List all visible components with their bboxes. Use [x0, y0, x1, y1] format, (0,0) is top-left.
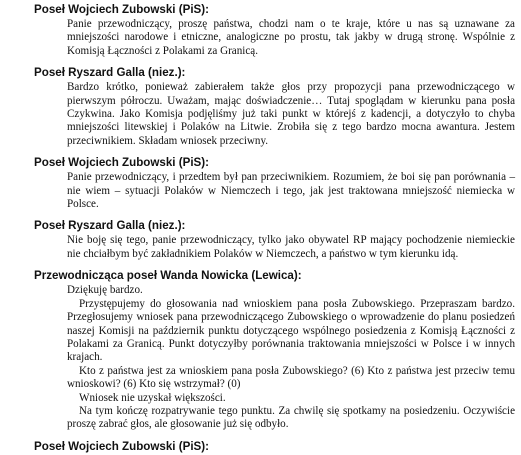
speech-paragraph: Dziękuję bardzo.: [67, 284, 143, 297]
speech-paragraph: Wniosek nie uzyskał większości.: [79, 391, 226, 404]
speech-paragraph: Przystępujemy do głosowania nad wnioskiem pana posła Zubowskiego. Przepraszam bardzo. Przegłosujemy wniosek pana przewodniczącego Zubowskiego o wprowadzenie do planu posiedzeń naszej Komisji na październik punktu dotyczącego wspólnego posiedzenia z Komisją Łączności z Polakami za Granicą. Punkt dotyczyłby porównania traktowania mniejszości w Polsce i w innych krajach.: [67, 297, 515, 364]
speech-text: [67, 81, 515, 148]
speaker-name: Poseł Wojciech Zubowski (PiS):: [34, 439, 210, 453]
speech-block-galla-1: [34, 63, 515, 148]
speech-block-nowicka: [34, 266, 515, 431]
speech-paragraph: Panie przewodniczący, i przedtem był pan przeciwnikiem. Rozumiem, że boi się pan porównania – nie wiem – sytuacji Polaków w Niemczech i tego, jak jest traktowana mniejszość niemiecka w Polsce.: [67, 171, 515, 211]
speech-block-zubowski-3-partial: [34, 437, 515, 453]
speaker-name: Poseł Wojciech Zubowski (PiS):: [34, 156, 210, 170]
speech-block-zubowski-2: [34, 153, 515, 211]
speaker-name: Przewodnicząca poseł Wanda Nowicka (Lewica):: [34, 269, 302, 283]
speech-text: [67, 18, 515, 58]
speaker-name: Poseł Ryszard Galla (niez.):: [34, 66, 186, 80]
speech-paragraph: Bardzo krótko, ponieważ zabierałem także głos przy propozycji pana przewodniczącego w pierwszym półroczu. Uważam, mając doświadczenie… Tutaj spoglądam w kierunku pana posła Czykwina. Jako Komisja podjęliśmy już taki punkt w którejś z kadencji, a dotyczyło to chyba mniejszości litewskiej i Polaków na Litwie. Zrobiła się z tego bardzo mocna awantura. Jestem przeciwnikiem. Składam wniosek przeciwny.: [67, 81, 515, 147]
speech-text: [67, 234, 515, 261]
speech-paragraph: Panie przewodniczący, proszę państwa, chodzi nam o te kraje, które u nas są uznawane za mniejszości narodowe i etniczne, analogiczne po prostu, tak jakby w drugą stronę. Wspólnie z Komisją Łączności z Polakami za Granicą.: [67, 18, 515, 57]
speaker-name: Poseł Wojciech Zubowski (PiS):: [34, 3, 210, 16]
speech-paragraph: Nie boję się tego, panie przewodniczący, tylko jako obywatel RP mający pochodzenie niemieckie nie chciałbym być zakładnikiem Polaków w Niemczech, a państwo w tym kierunku idą.: [67, 234, 515, 260]
speech-paragraph: Kto z państwa jest za wnioskiem pana posła Zubowskiego? (6) Kto z państwa jest przeciw temu wnioskowi? (6) Kto się wstrzymał? (0): [67, 364, 515, 391]
speech-text: [67, 171, 515, 211]
speech-block-galla-2: [34, 216, 515, 261]
speech-text: [67, 284, 515, 431]
speech-block-zubowski-1: [34, 0, 515, 58]
speech-paragraph: Na tym kończę rozpatrywanie tego punktu. Za chwilę się spotkamy na posiedzeniu. Oczywiście proszę zabrać głos, ale głosowanie już się odbyło.: [67, 404, 515, 431]
speaker-name: Poseł Ryszard Galla (niez.):: [34, 219, 186, 233]
